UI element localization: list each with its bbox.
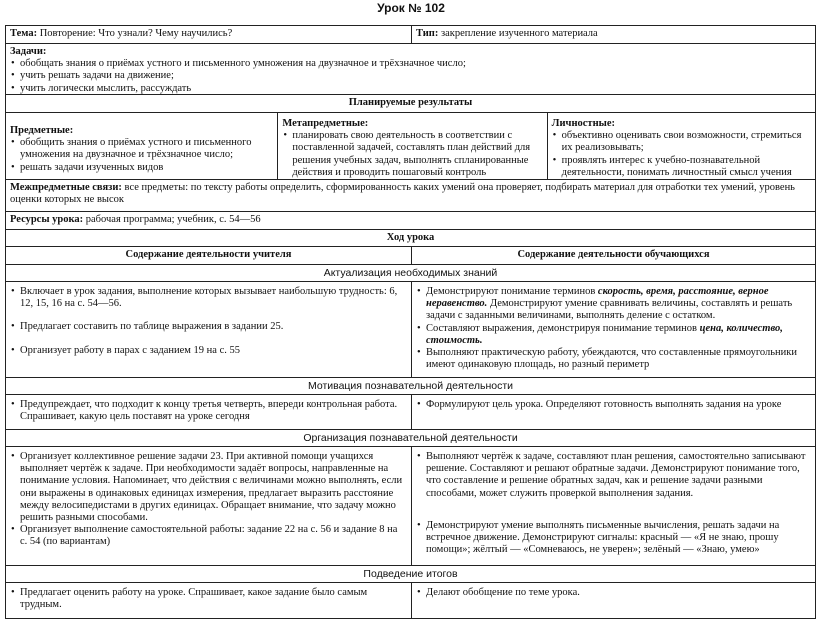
interdisciplinary-value: все предметы: по тексту работы определить, сформированность каких умений она проверяет, подбирать материал для отработки тех умений, уровень оценки которых не высок (10, 182, 795, 206)
planned-results-header: Планируемые результаты (348, 97, 473, 108)
planned-results-header-row (6, 94, 815, 112)
tasks-row (6, 43, 815, 94)
section-actualization-row (6, 281, 815, 377)
resources-value: рабочая программа; учебник, с. 54—56 (85, 214, 261, 225)
section-title-summary: Подведение итогов (363, 568, 458, 580)
resources-label: Ресурсы урока: (10, 214, 84, 225)
metasubject-label: Метапредметные: (282, 118, 369, 129)
students-column-header: Содержание деятельности обучающихся (411, 247, 815, 264)
resources-cell (6, 212, 815, 229)
teacher-organization-cell (6, 447, 411, 565)
list-item: • Формулируют цель урока. Определяют готовность выполнять задания на уроке (416, 399, 811, 411)
list-item: • Включает в урок задания, выполнение которых вызывает наибольшую трудность: 6, 12, 15, 16 на с. 54—56. (10, 286, 407, 310)
interdisciplinary-cell (6, 180, 815, 211)
interdisciplinary-label: Межпредметные связи: (10, 182, 122, 193)
section-title-row (6, 429, 815, 446)
list-item: • Организует работу в парах с заданием 19 на с. 55 (10, 345, 407, 357)
section-summary-row (6, 582, 815, 618)
personal-list (552, 130, 811, 179)
list-item: • учить логически мыслить, рассуждать (10, 83, 811, 95)
students-summary-cell (411, 583, 815, 618)
list-item: • Предлагает оценить работу на уроке. Спрашивает, какое задание было самым трудным. (10, 587, 407, 611)
subject-list (10, 137, 273, 174)
section-title-row (6, 264, 815, 281)
lesson-flow-header: Ход урока (386, 232, 435, 243)
teacher-column-header: Содержание деятельности учителя (125, 249, 292, 260)
students-actualization-list (416, 286, 811, 371)
list-item: • Выполняют чертёж к задаче, составляют план решения, самостоятельно записывают решение. Составляют и решают обратные задачи. Демонстрируют понимание того, что составление и решение обратных задач, как и решение задачи разными способами, может служить проверкой выполнения задания. (416, 451, 811, 500)
list-item: • Организует коллективное решение задачи 23. При активной помощи учащихся выполняет чертёж к задаче. При необходимости задаёт вопросы, направленные на понимание условия. Напоминает, что действия с величинами можно выполнять, если они выражены в одинаковых единицах измерения, предлагает выразить расстояние между велосипедистами в других единицах. Обращает внимание, что задачу можно решить разными способами. (10, 451, 407, 524)
spacer (10, 334, 407, 345)
list-item: • учить решать задачи на движение; (10, 70, 811, 82)
column-headers-row (6, 246, 815, 264)
personal-results-cell (547, 113, 815, 179)
topic-value: Повторение: Что узнали? Чему научились? (39, 28, 233, 39)
list-item: • Демонстрируют умение выполнять письменные вычисления, решать задачи на встречное движение. Демонстрируют сигналы: красный — «Я не знаю, прошу помощи»; жёлтый — «Сомневаюсь, не уверен»; зелёный — «Знаю, умею» (416, 520, 811, 557)
type-value: закрепление изученного материала (440, 28, 598, 39)
list-item: • Предлагает составить по таблице выражения в задании 25. (10, 321, 407, 333)
metasubject-results-cell (277, 113, 546, 179)
teacher-organization-list (10, 451, 407, 549)
tasks-list (10, 58, 811, 95)
spacer (416, 500, 811, 520)
lesson-title: Урок № 102 (377, 1, 445, 15)
text-segment: Составляют выражения, демонстрируя понимание терминов (426, 322, 700, 334)
students-organization-list (416, 451, 811, 556)
list-item: • планировать свою деятельность в соответствии с поставленной задачей, составлять план действий для решения учебных задач, выполнять спланированные действия и проводить пошаговый контроль (282, 130, 542, 179)
list-item: • Выполняют практическую работу, убеждаются, что составленные прямоугольники имеют одинаковую площадь, но разный периметр (416, 347, 811, 371)
section-title-organization: Организация познавательной деятельности (303, 432, 518, 444)
list-item: • Предупреждает, что подходит к концу третья четверть, впереди контрольная работа. Спрашивает, какую цель поставят на уроке сегодня (10, 399, 407, 423)
list-item: • Делают обобщение по теме урока. (416, 587, 811, 599)
list-item: • обобщить знания о приёмах устного и письменного умножения на двузначное и трёхзначное число; (10, 137, 273, 161)
students-actualization-cell (411, 282, 815, 377)
lesson-plan-table (5, 25, 816, 619)
interdisciplinary-row (6, 179, 815, 211)
type-cell (411, 26, 815, 43)
list-item: • Организует выполнение самостоятельной работы: задание 22 на с. 56 и задание 8 на с. 54 (по вариантам) (10, 524, 407, 548)
teacher-motivation-cell (6, 395, 411, 429)
personal-label: Личностные: (551, 118, 615, 129)
metasubject-list (282, 130, 542, 179)
section-title-motivation: Мотивация познавательной деятельности (307, 380, 514, 392)
text-segment: Демонстрируют умение сравнивать величины, составлять и решать задачи с заданными величинами, выполнять деление с остатком. (426, 298, 793, 322)
text-segment: Демонстрируют понимание терминов (426, 286, 598, 297)
topic-label: Тема: (10, 28, 38, 39)
list-item (416, 323, 811, 347)
students-summary-list (416, 587, 811, 599)
terms-segment: цена, количество, стоимость. (426, 322, 783, 346)
topic-row (6, 26, 815, 43)
teacher-motivation-list (10, 399, 407, 423)
students-motivation-cell (411, 395, 815, 429)
terms-segment: скорость, время, расстояние, верное неравенство. (426, 286, 769, 310)
section-organization-row (6, 446, 815, 565)
teacher-actualization-cell (6, 282, 411, 377)
type-label: Тип: (416, 28, 439, 39)
section-title-actualization: Актуализация необходимых знаний (323, 267, 498, 279)
section-motivation-row (6, 394, 815, 429)
spacer (10, 310, 407, 321)
list-item: • решать задачи изученных видов (10, 162, 273, 174)
list-item (416, 286, 811, 323)
lesson-flow-header-row (6, 229, 815, 246)
tasks-label: Задачи: (10, 46, 47, 57)
results-row (6, 112, 815, 179)
topic-cell (6, 26, 411, 43)
subject-label: Предметные: (10, 125, 74, 136)
teacher-summary-cell (6, 583, 411, 618)
list-item: • проявлять интерес к учебно-познавательной деятельности, понимать личностный смысл учения (552, 155, 811, 179)
teacher-summary-list (10, 587, 407, 611)
list-item: • обобщать знания о приёмах устного и письменного умножения на двузначное и трёхзначное число; (10, 58, 811, 70)
teacher-actualization-list (10, 286, 407, 357)
section-title-row (6, 377, 815, 394)
resources-row (6, 211, 815, 229)
list-item: • объективно оценивать свои возможности, стремиться их реализовывать; (552, 130, 811, 154)
students-motivation-list (416, 399, 811, 411)
section-title-row (6, 565, 815, 582)
students-organization-cell (411, 447, 815, 565)
subject-results-cell (6, 113, 277, 179)
tasks-cell (6, 44, 815, 94)
